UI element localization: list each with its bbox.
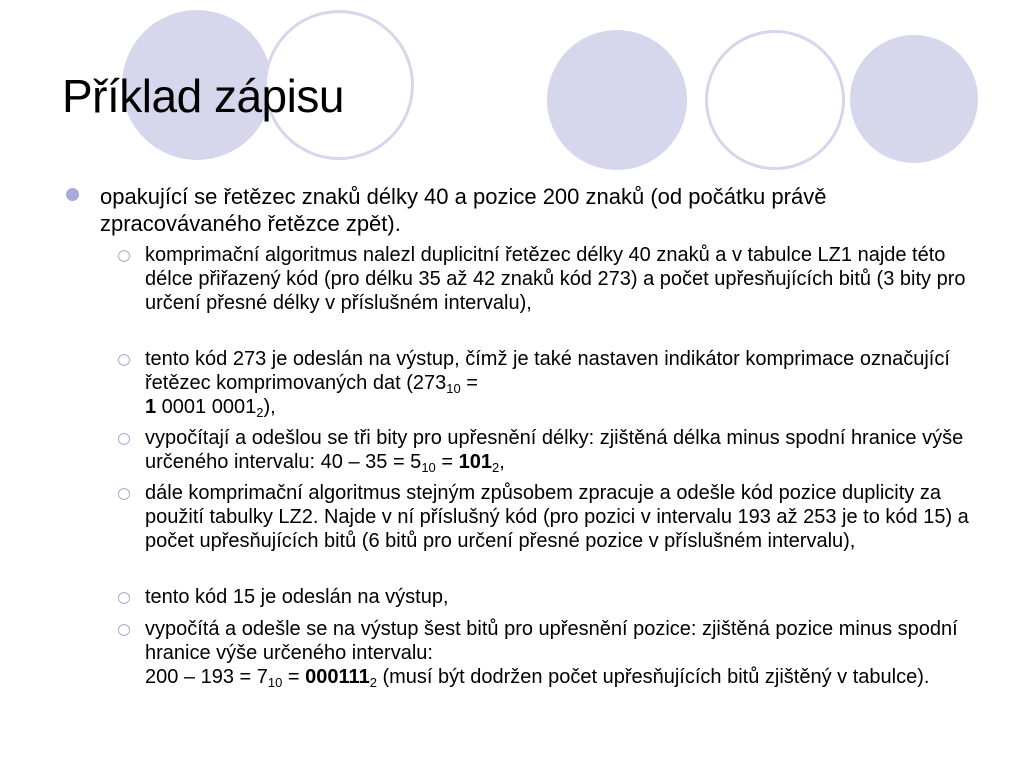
sub-item-1: komprimační algoritmus nalezl duplicitní řetězec délky 40 znaků a v tabulce LZ1 najde této délce přiřazený kód (pro délku 35 až 42 znaků kód 273) a počet upřesňujících bitů (3 bity pro určení přesné délky v příslušném intervalu), bbox=[145, 244, 966, 314]
main-bullet-text: opakující se řetězec znaků délky 40 a pozice 200 znaků (od počátku právě zpracovávaného řetězce zpět). bbox=[100, 184, 827, 236]
slide-title: Příklad zápisu bbox=[62, 70, 344, 122]
bullet-ring-icon bbox=[118, 433, 130, 445]
bullet-dot-icon bbox=[66, 188, 79, 201]
sub-item-3: vypočítají a odešlou se tři bity pro upřesnění délky: zjištěná délka minus spodní hranice výše určeného intervalu: $40 - 35 = 5_{10} = 101_2$, bbox=[145, 427, 964, 475]
decor-circle-5 bbox=[850, 35, 978, 163]
sub-item-4: dále komprimační algoritmus stejným způsobem zpracuje a odešle kód pozice duplicity za použití tabulky LZ2. Najde v ní příslušný kód (pro pozici v intervalu 193 až 253 je to kód 15) a počet upřesňujících bitů (6 bitů pro určení přesné pozice v příslušném intervalu), bbox=[145, 482, 969, 552]
bullet-ring-icon bbox=[118, 354, 130, 366]
bullet-ring-icon bbox=[118, 624, 130, 636]
bullet-ring-icon bbox=[118, 250, 130, 262]
sub-item-5: tento kód 15 je odeslán na výstup, bbox=[145, 586, 449, 608]
decor-circle-4 bbox=[705, 30, 845, 170]
sub-item-6: vypočítá a odešle se na výstup šest bitů pro upřesnění pozice: zjištěná pozice minus spodní hranice výše určeného intervalu: $200 - 193 = 7_{10} = 000111_2$ (musí být dodržen počet upřesňujících bitů zjištěný v tabulce). bbox=[145, 618, 958, 690]
decor-circle-3 bbox=[547, 30, 687, 170]
bullet-ring-icon bbox=[118, 592, 130, 604]
bullet-ring-icon bbox=[118, 488, 130, 500]
sub-item-2: tento kód 273 je odeslán na výstup, čímž je také nastaven indikátor komprimace označující řetězec komprimovaných dat ($273_{10}$ = 1 0001 $0001_2$), bbox=[145, 348, 950, 420]
